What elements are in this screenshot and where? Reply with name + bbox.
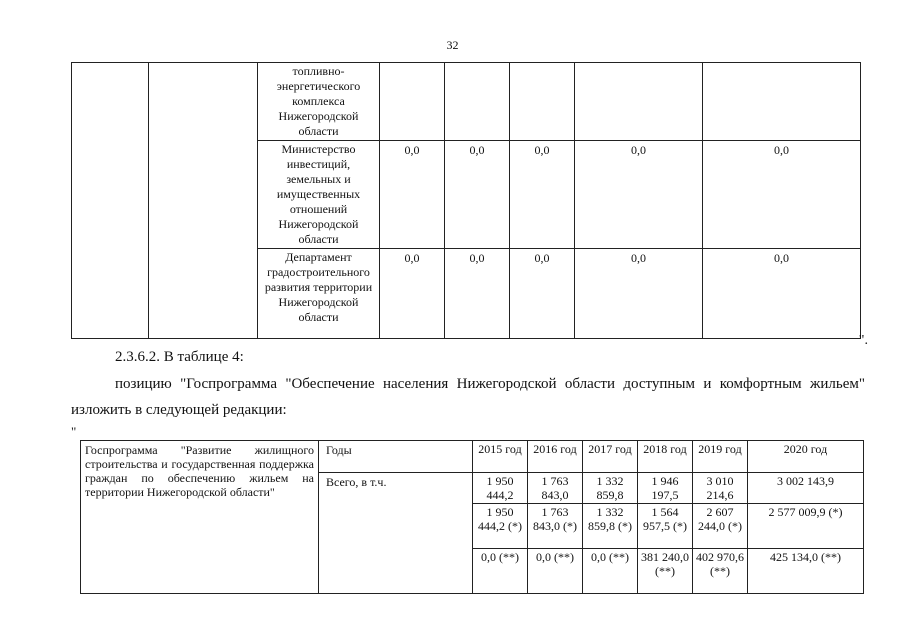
value-cell — [445, 63, 510, 141]
value-cell: 1 950 444,2 — [473, 473, 528, 504]
value-cell: 0,0 — [510, 249, 575, 339]
section-heading: 2.3.6.2. В таблице 4: — [115, 349, 244, 365]
value-cell: 1 946 197,5 — [638, 473, 693, 504]
opening-quote: " — [71, 424, 77, 439]
value-cell: 0,0 — [380, 249, 445, 339]
value-cell: 425 134,0 (**) — [748, 549, 864, 594]
value-cell: 1 564 957,5 (*) — [638, 504, 693, 549]
value-cell: 0,0 — [575, 141, 703, 249]
value-cell: 0,0 — [703, 249, 861, 339]
value-cell: 0,0 — [510, 141, 575, 249]
empty-cell — [149, 63, 258, 339]
value-cell: 1 950 444,2 (*) — [473, 504, 528, 549]
value-cell: 402 970,6 (**) — [693, 549, 748, 594]
org-name: топливно-энергетического комплекса Нижегородской области — [258, 63, 380, 141]
value-cell: 0,0 — [575, 249, 703, 339]
value-cell: 0,0 — [703, 141, 861, 249]
program-table — [80, 440, 864, 594]
value-cell: 0,0 (**) — [583, 549, 638, 594]
paragraph-line: позицию "Госпрограмма "Обеспечение населения Нижегородской области доступным и комфортным жильем" — [115, 376, 865, 392]
value-cell: 0,0 — [380, 141, 445, 249]
value-cell: 381 240,0 (**) — [638, 549, 693, 594]
paragraph-line: изложить в следующей редакции: — [71, 402, 287, 418]
value-cell — [380, 63, 445, 141]
table-row — [81, 441, 864, 473]
org-name: Министерство инвестиций, земельных и имущественных отношений Нижегородской области — [258, 141, 380, 249]
value-cell: 0,0 (**) — [528, 549, 583, 594]
value-cell: 2 607 244,0 (*) — [693, 504, 748, 549]
value-cell: 3 002 143,9 — [748, 473, 864, 504]
value-cell — [575, 63, 703, 141]
org-name: Департамент градостроительного развития территории Нижегородской области — [258, 249, 380, 339]
year-header: 2019 год — [693, 441, 748, 473]
value-cell: 1 763 843,0 (*) — [528, 504, 583, 549]
table-row — [72, 63, 861, 141]
funding-table-continued — [71, 62, 861, 339]
value-cell: 0,0 — [445, 141, 510, 249]
program-name: Госпрограмма "Развитие жилищного строительства и государственная поддержка граждан по обеспечению жильем на территории Нижегородской области" — [81, 441, 319, 594]
closing-quote: ". — [858, 333, 868, 348]
value-cell — [510, 63, 575, 141]
value-cell: 3 010 214,6 — [693, 473, 748, 504]
year-header: 2016 год — [528, 441, 583, 473]
year-header: 2017 год — [583, 441, 638, 473]
page-number: 32 — [446, 38, 459, 52]
empty-cell — [72, 63, 149, 339]
value-cell — [703, 63, 861, 141]
year-header: 2015 год — [473, 441, 528, 473]
total-label: Всего, в т.ч. — [319, 473, 473, 594]
value-cell: 1 332 859,8 (*) — [583, 504, 638, 549]
year-header: 2020 год — [748, 441, 864, 473]
years-label: Годы — [319, 441, 473, 473]
value-cell: 2 577 009,9 (*) — [748, 504, 864, 549]
year-header: 2018 год — [638, 441, 693, 473]
value-cell: 1 332 859,8 — [583, 473, 638, 504]
value-cell: 1 763 843,0 — [528, 473, 583, 504]
value-cell: 0,0 — [445, 249, 510, 339]
value-cell: 0,0 (**) — [473, 549, 528, 594]
